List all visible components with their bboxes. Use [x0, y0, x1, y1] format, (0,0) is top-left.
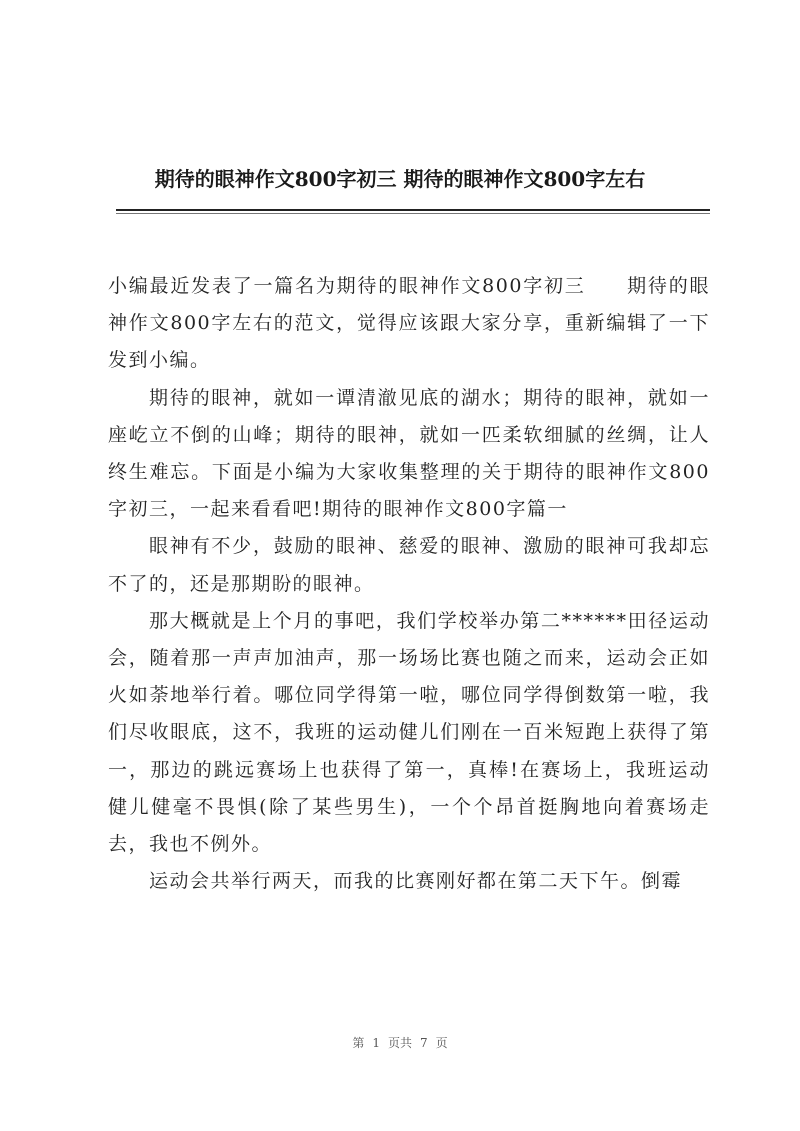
paragraph-3: 那大概就是上个月的事吧，我们学校举办第二******田径运动会，随着那一声声加油声，那一场场比赛也随之而来，运动会正如火如荼地举行着。哪位同学得第一啦，哪位同学得倒数第一啦，我们尽收眼底，这不，我班的运动健儿们刚在一百米短跑上获得了第一，那边的跳远赛场上也获得了第一，真棒!在赛场上，我班运动健儿健毫不畏惧(除了某些男生)，一个个昂首挺胸地向着赛场走去，我也不例外。	[108, 609, 710, 856]
paragraph-intro: 小编最近发表了一篇名为期待的眼神作文800字初三 期待的眼神作文800字左右的范文，觉得应该跟大家分享，重新编辑了一下发到小编。	[108, 275, 710, 372]
paragraph-4: 运动会共举行两天，而我的比赛刚好都在第二天下午。倒霉	[149, 870, 683, 893]
document-body	[108, 268, 710, 900]
footer-middle: 页共	[387, 1036, 412, 1050]
title-underline-thick	[116, 209, 710, 211]
footer-prefix: 第	[352, 1036, 365, 1050]
title-underline-thin	[116, 213, 710, 214]
document-title: 期待的眼神作文800字初三 期待的眼神作文800字左右	[154, 167, 646, 191]
footer-total-pages: 7	[420, 1036, 428, 1050]
footer-suffix: 页	[435, 1036, 448, 1050]
page-footer	[0, 1034, 800, 1051]
footer-current-page: 1	[372, 1036, 380, 1050]
paragraph-1: 期待的眼神，就如一谭清澈见底的湖水；期待的眼神，就如一座屹立不倒的山峰；期待的眼神，就如一匹柔软细腻的丝绸，让人终生难忘。下面是小编为大家收集整理的关于期待的眼神作文800字初三，一起来看看吧!期待的眼神作文800字篇一	[108, 386, 710, 521]
paragraph-2: 眼神有不少，鼓励的眼神、慈爱的眼神、激励的眼神可我却忘不了的，还是那期盼的眼神。	[108, 535, 710, 595]
